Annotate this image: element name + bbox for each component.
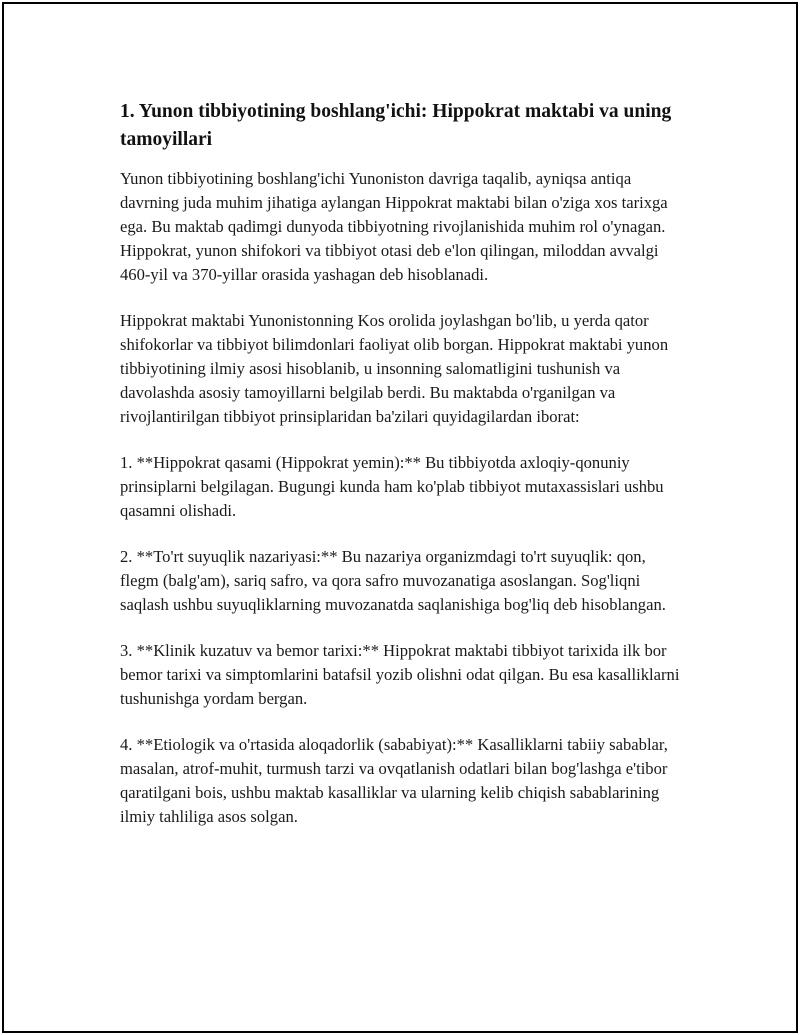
document-body <box>120 98 688 851</box>
list-item-humors: 2. **To'rt suyuqlik nazariyasi:** Bu nazariya organizmdagi to'rt suyuqlik: qon, flegm (balg'am), sariq safro, va qora safro muvozanatiga asoslangan. Sog'liqni saqlash ushbu suyuqliklarning muvozanatda saqlanishiga bog'liq deb hisoblangan. <box>120 547 666 614</box>
school-paragraph: Hippokrat maktabi Yunonistonning Kos orolida joylashgan bo'lib, u yerda qator shifokorlar va tibbiyot bilimdonlari faoliyat olib borgan. Hippokrat maktabi yunon tibbiyotining ilmiy asosi hisoblanib, u insonning salomatligini tushunish va davolashda asosiy tamoyillarni belgilab berdi. Bu maktabda o'rganilgan va rivojlantirilgan tibbiyot prinsiplaridan ba'zilari quyidagilardan iborat: <box>120 311 669 426</box>
list-item-etiology: 4. **Etiologik va o'rtasida aloqadorlik (sababiyat):** Kasalliklarni tabiiy sabablar, masalan, atrof-muhit, turmush tarzi va ovqatlanish odatlari bilan bog'lashga e'tibor qaratilgani bois, ushbu maktab kasalliklar va ularning kelib chiqish sabablarining ilmiy tahliliga asos solgan. <box>120 735 668 826</box>
section-heading: 1. Yunon tibbiyotining boshlang'ichi: Hippokrat maktabi va uning tamoyillari <box>120 101 672 150</box>
page-frame <box>2 2 798 1033</box>
list-item-clinical: 3. **Klinik kuzatuv va bemor tarixi:** Hippokrat maktabi tibbiyot tarixida ilk bor bemor tarixi va simptomlarini batafsil yozib olishni odat qilgan. Bu esa kasalliklarni tushunishga yordam bergan. <box>120 641 680 708</box>
list-item-oath: 1. **Hippokrat qasami (Hippokrat yemin):** Bu tibbiyotda axloqiy-qonuniy prinsiplarni belgilagan. Bugungi kunda ham ko'plab tibbiyot mutaxassislari ushbu qasamni olishadi. <box>120 453 664 520</box>
intro-paragraph: Yunon tibbiyotining boshlang'ichi Yunoniston davriga taqalib, ayniqsa antiqa davrning juda muhim jihatiga aylangan Hippokrat maktabi bilan o'ziga xos tarixga ega. Bu maktab qadimgi dunyoda tibbiyotning rivojlanishida muhim rol o'ynagan. Hippokrat, yunon shifokori va tibbiyot otasi deb e'lon qilingan, miloddan avvalgi 460-yil va 370-yillar orasida yashagan deb hisoblanadi. <box>120 169 668 284</box>
